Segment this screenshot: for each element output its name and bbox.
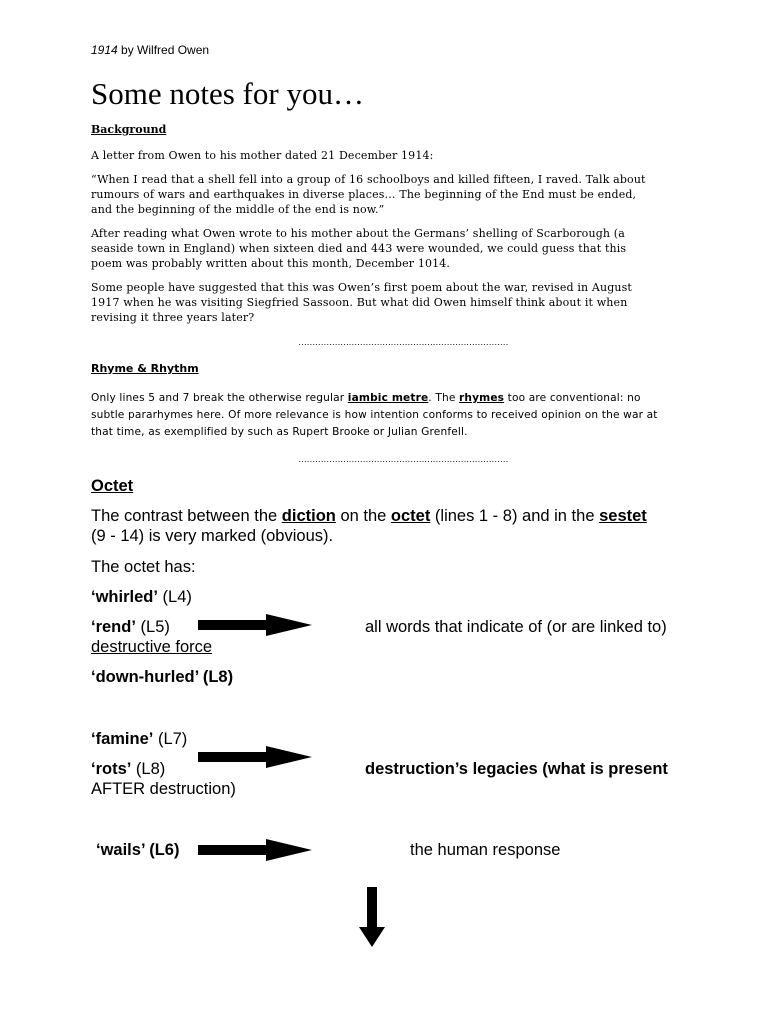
paragraph-line [91, 390, 658, 407]
diction-term: diction [281, 507, 336, 525]
line-ref: (L5) [135, 618, 170, 636]
paragraph-line: revising it three years later? [91, 311, 255, 324]
page-title: Some notes for you… [91, 76, 364, 111]
author-credit: by Wilfred Owen [117, 43, 210, 57]
quoted-word: ‘whirled’ [91, 588, 158, 606]
poem-title: 1914 [91, 43, 118, 57]
paragraph-line: 1917 when he was visiting Siegfried Sassoon. But what did Owen himself think about it when [91, 296, 628, 309]
quoted-word: ‘rend’ [91, 618, 136, 636]
rhymes-term: rhymes [459, 392, 505, 404]
octet-contrast-paragraph [91, 506, 647, 546]
text-run: The contrast between the [91, 507, 282, 525]
text-run: (lines 1 - 8) and in the [430, 507, 600, 525]
wails-entry: ‘wails’ (L6) [96, 841, 180, 859]
arrow-right-icon [198, 746, 312, 768]
text-run: too are conventional: no [504, 392, 641, 404]
paragraph-line [91, 506, 647, 526]
iambic-metre-term: iambic metre [347, 392, 429, 404]
rhyme-rhythm-paragraph [91, 390, 658, 441]
paragraph-line: that time, as exemplified by such as Rupert Brooke or Julian Grenfell. [91, 426, 468, 438]
quoted-word: ‘rots’ [91, 760, 132, 778]
owen-letter-quote [91, 172, 646, 217]
text-run: . The [428, 392, 460, 404]
paragraph-line: seaside town in England) when sixteen died and 443 were wounded, we could guess that this [91, 242, 627, 255]
line-ref: (L8) [131, 760, 166, 778]
legacies-note: destruction’s legacies (what is present [365, 760, 668, 778]
rhyme-rhythm-heading: Rhyme & Rhythm [91, 362, 199, 375]
quote-line: rumours of wars and earthquakes in diverse places… The beginning of the End must be ended, [91, 188, 637, 201]
sestet-term: sestet [599, 507, 647, 525]
quote-line: and the beginning of the middle of the end is now.” [91, 203, 385, 216]
background-intro: A letter from Owen to his mother dated 21 December 1914: [91, 149, 434, 162]
paragraph-line: (9 - 14) is very marked (obvious). [91, 527, 334, 545]
section-divider: ………………………………………………………………… [298, 454, 509, 464]
arrow-down-icon [358, 887, 386, 947]
rend-entry [91, 617, 170, 637]
destructive-force-note: all words that indicate of (or are linked to) [365, 618, 667, 636]
text-run: Only lines 5 and 7 break the otherwise regular [91, 392, 348, 404]
octet-term: octet [390, 507, 431, 525]
background-paragraph-2 [91, 226, 626, 271]
octet-heading: Octet [91, 477, 134, 495]
quoted-word: ‘famine’ [91, 730, 154, 748]
octet-has-label: The octet has: [91, 558, 196, 576]
human-response-note: the human response [410, 841, 561, 859]
document-header [91, 43, 209, 57]
background-heading: Background [91, 123, 167, 136]
paragraph-line: After reading what Owen wrote to his mother about the Germans’ shelling of Scarborough (a [91, 227, 625, 240]
destructive-force-note-line2: destructive force [91, 638, 213, 656]
paragraph-line: Some people have suggested that this was Owen’s first poem about the war, revised in August [91, 281, 632, 294]
line-ref: (L4) [157, 588, 192, 606]
text-run: on the [335, 507, 391, 525]
quote-line: “When I read that a shell fell into a group of 16 schoolboys and killed fifteen, I raved. Talk about [91, 173, 646, 186]
famine-entry [91, 729, 187, 749]
paragraph-line: poem was probably written about this month, December 1014. [91, 257, 451, 270]
legacies-note-line2: AFTER destruction) [91, 780, 236, 798]
arrow-right-icon [198, 839, 312, 861]
down-hurled-entry: ‘down-hurled’ (L8) [91, 668, 234, 686]
rots-entry [91, 759, 165, 779]
background-paragraph-3 [91, 280, 632, 325]
arrow-right-icon [198, 614, 312, 636]
whirled-entry [91, 587, 192, 607]
paragraph-line: subtle pararhymes here. Of more relevance is how intention conforms to received opinion on the war at [91, 409, 658, 421]
section-divider: ………………………………………………………………… [298, 337, 509, 347]
line-ref: (L7) [153, 730, 188, 748]
